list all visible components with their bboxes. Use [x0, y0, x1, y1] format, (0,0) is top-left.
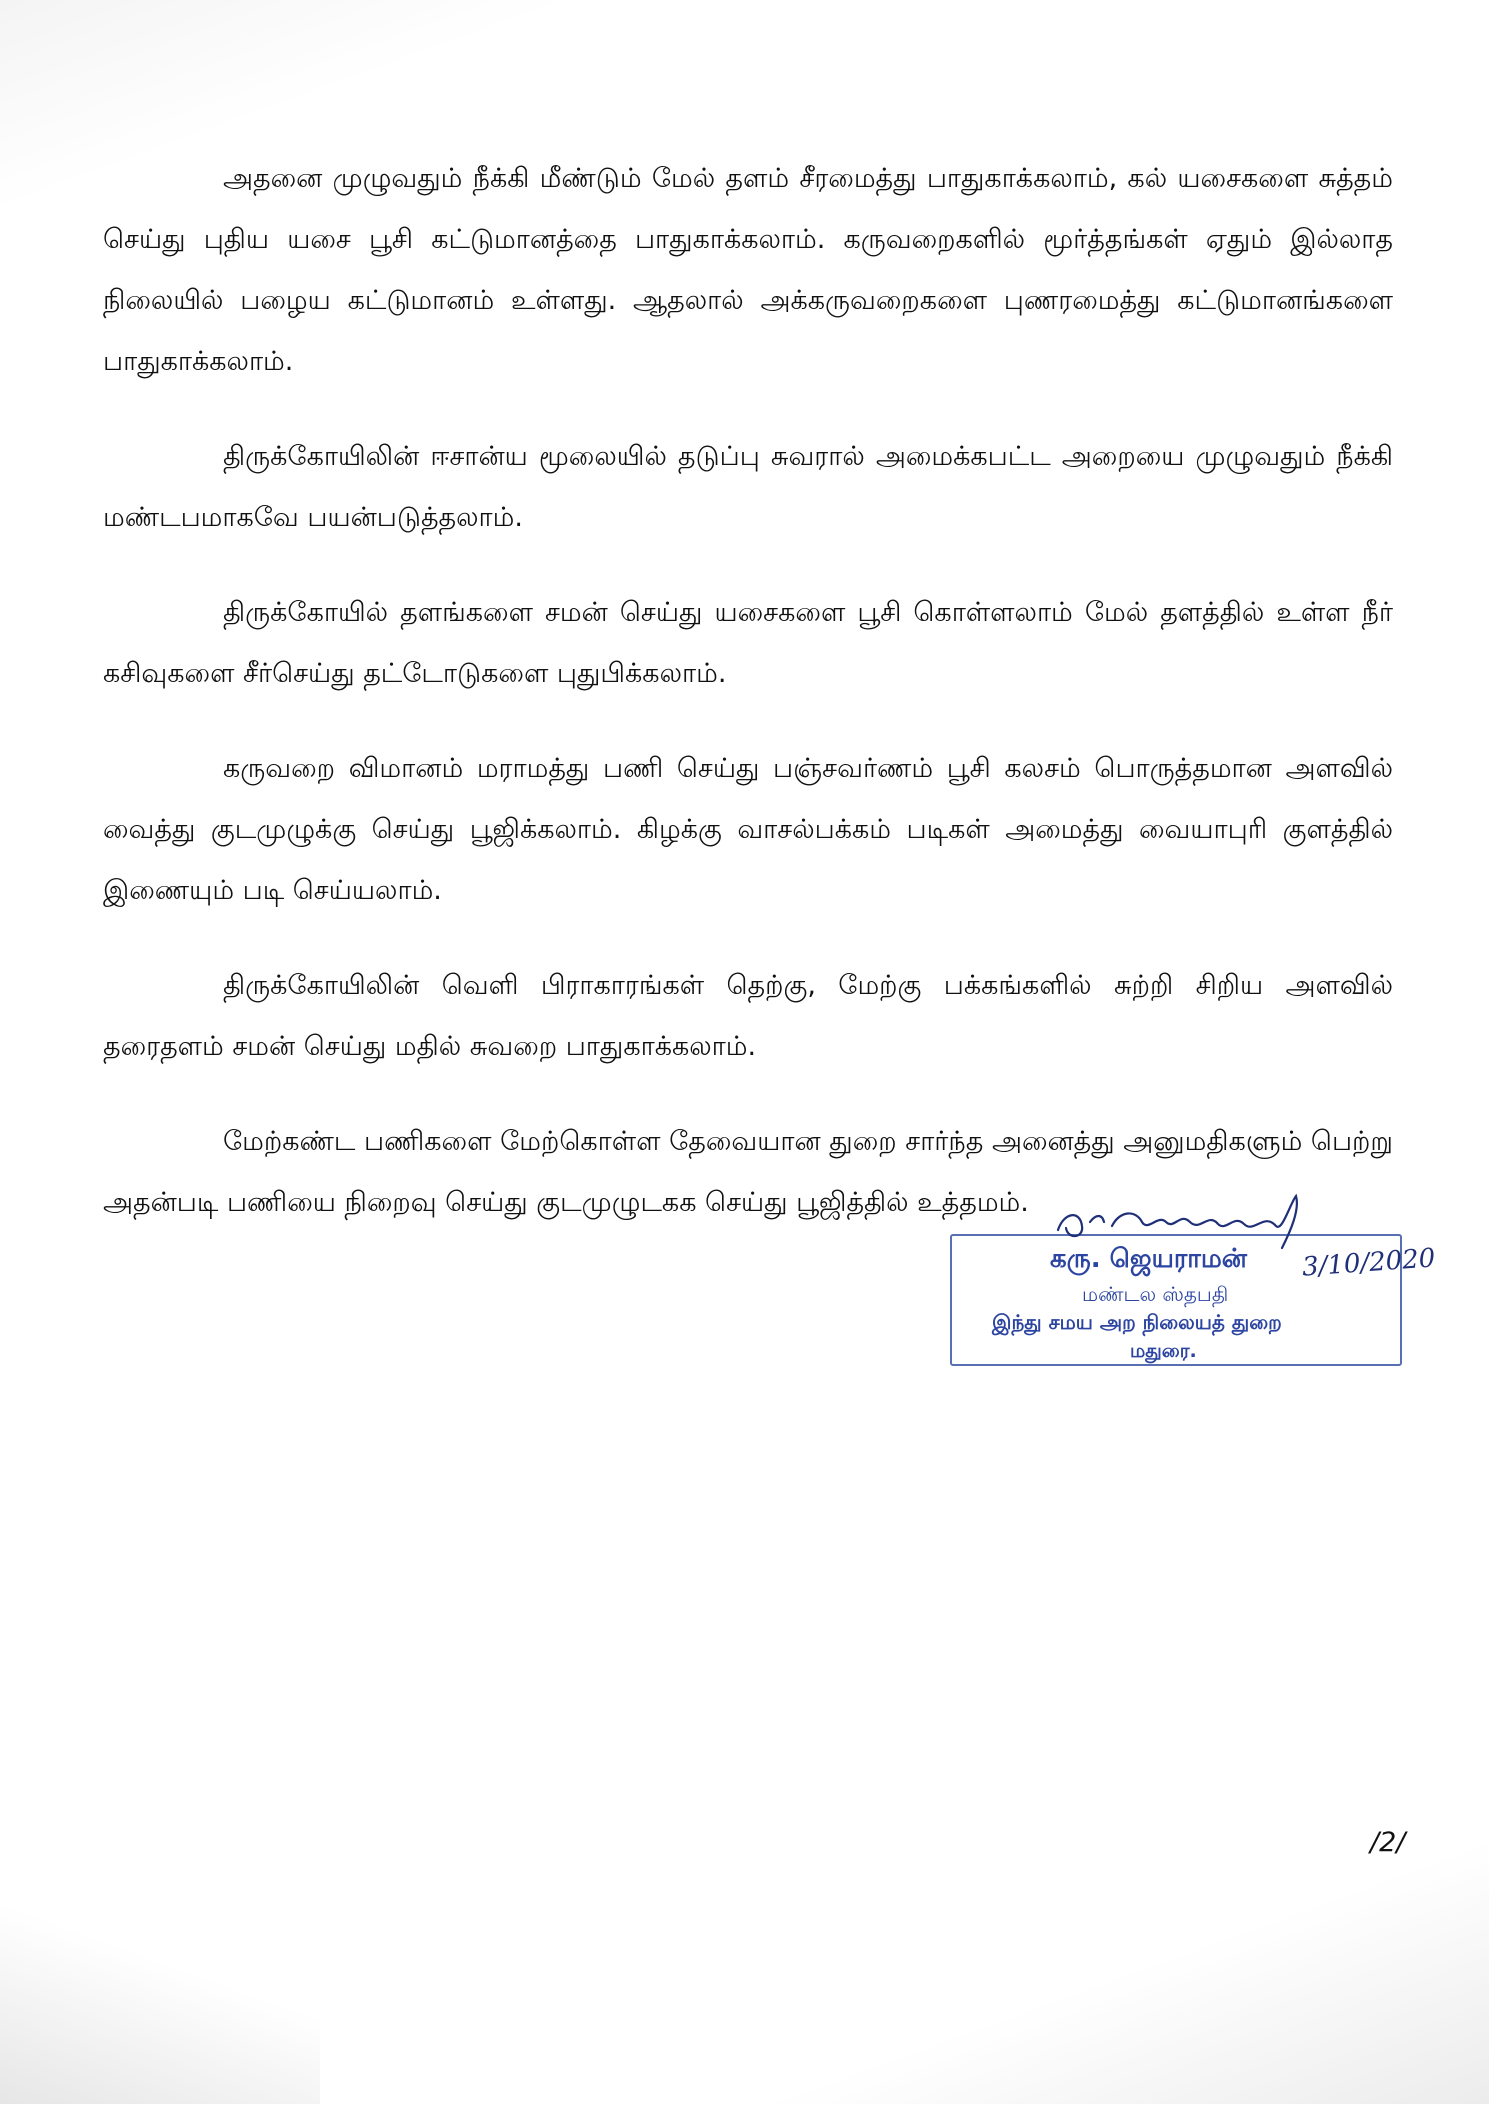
stamp-name: கரு. ஜெயராமன் [1050, 1244, 1248, 1274]
handwritten-date: 3/10/2020 [1301, 1243, 1437, 1283]
letter-body [103, 148, 1393, 1267]
page-number: /2/ [1370, 1827, 1406, 1858]
handwritten-signature-icon [1050, 1192, 1310, 1252]
paragraph-1: அதனை முழுவதும் நீக்கி மீண்டும் மேல் தளம் சீரமைத்து பாதுகாக்கலாம், கல் யசைகளை சுத்தம் செய்து புதிய யசை பூசி கட்டுமானத்தை பாதுகாக்கலாம். கருவறைகளில் மூர்த்தங்கள் ஏதும் இல்லாத நிலையில் பழைய கட்டுமானம் உள்ளது. ஆதலால் அக்கருவறைகளை புணரமைத்து கட்டுமானங்களை பாதுகாக்கலாம். [103, 163, 1393, 377]
paragraph-6: மேற்கண்ட பணிகளை மேற்கொள்ள தேவையான துறை சார்ந்த அனைத்து அனுமதிகளும் பெற்று அதன்படி பணியை நிறைவு செய்து குடமுழுடகக செய்து பூஜித்தில் உத்தமம். [103, 1126, 1393, 1218]
paper-corner-shadow [0, 1884, 320, 2104]
stamp-city: மதுரை. [1130, 1340, 1197, 1362]
paragraph-2: திருக்கோயிலின் ஈசான்ய மூலையில் தடுப்பு சுவரால் அமைக்கபட்ட அறையை முழுவதும் நீக்கி மண்டபமாகவே பயன்படுத்தலாம். [103, 441, 1393, 533]
stamp-title: மண்டல ஸ்தபதி [1082, 1282, 1229, 1306]
paragraph-5: திருக்கோயிலின் வெளி பிராகாரங்கள் தெற்கு, மேற்கு பக்கங்களில் சுற்றி சிறிய அளவில் தரைதளம் சமன் செய்து மதில் சுவறை பாதுகாக்கலாம். [103, 970, 1393, 1062]
paragraph-4: கருவறை விமானம் மராமத்து பணி செய்து பஞ்சவர்ணம் பூசி கலசம் பொருத்தமான அளவில் வைத்து குடமுழுக்கு செய்து பூஜிக்கலாம். கிழக்கு வாசல்பக்கம் படிகள் அமைத்து வையாபுரி குளத்தில் இணையும் படி செய்யலாம். [103, 753, 1393, 906]
stamp-department: இந்து சமய அற நிலையத் துறை [992, 1310, 1282, 1334]
paragraph-3: திருக்கோயில் தளங்களை சமன் செய்து யசைகளை பூசி கொள்ளலாம் மேல் தளத்தில் உள்ள நீர் கசிவுகளை சீர்செய்து தட்டோடுகளை புதுபிக்கலாம். [103, 597, 1394, 689]
official-stamp [950, 1192, 1437, 1372]
